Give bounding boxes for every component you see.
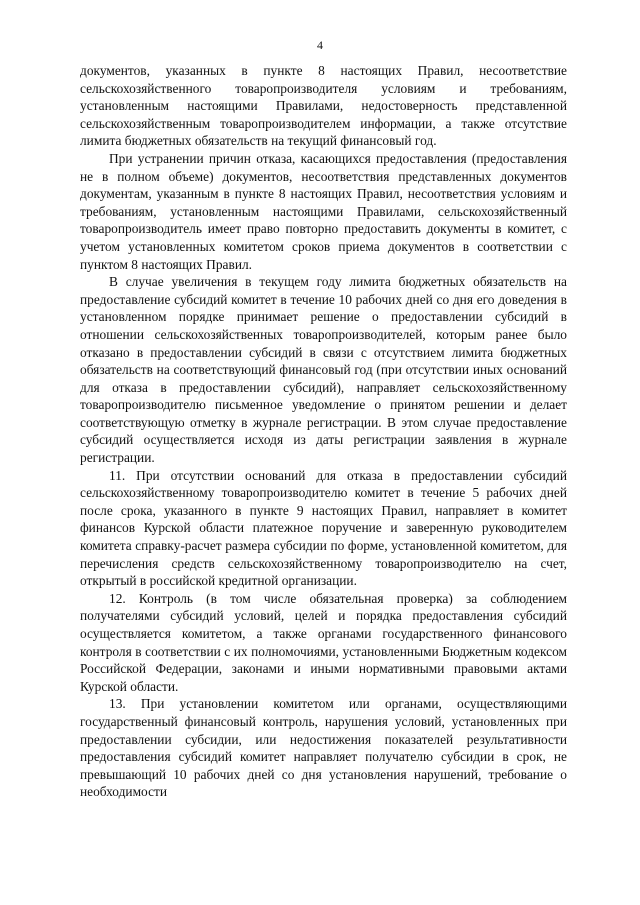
paragraph-continuation: документов, указанных в пункте 8 настоящих Правил, несоответствие сельскохозяйственного товаропроизводителя условиям и требованиям, установленным настоящими Правилами, недостоверность представленной сельскохозяйственным товаропроизводителем информации, а также отсутствие лимита бюджетных обязательств на текущий финансовый год.: [80, 63, 567, 149]
paragraph-11: 11. При отсутствии оснований для отказа в предоставлении субсидий сельскохозяйственному товаропроизводителю комитет в течение 5 рабочих дней после срока, указанного в пункте 9 настоящих Правил, направляет в комитет финансов Курской области платежное поручение и заверенную руководителем комитета справку-расчет размера субсидии по форме, установленной комитетом, для перечисления средств сельскохозяйственному товаропроизводителю на счет, открытый в российской кредитной организации.: [80, 467, 567, 589]
document-body: [80, 62, 567, 801]
paragraph-limit-increase: В случае увеличения в текущем году лимита бюджетных обязательств на предоставление субсидий комитет в течение 10 рабочих дней со дня его доведения в установленном порядке принимает решение о предоставлении субсидий в отношении сельскохозяйственных товаропроизводителей, которым ранее было отказано в предоставлении субсидий в связи с отсутствием лимита бюджетных обязательств на соответствующий финансовый год (при отсутствии иных оснований для отказа в предоставлении субсидий), направляет сельскохозяйственному товаропроизводителю письменное уведомление о принятом решении и делает соответствующую отметку в журнале регистрации. В этом случае предоставление субсидий осуществляется исходя из даты регистрации заявления в журнале регистрации.: [80, 274, 567, 466]
page-number: 4: [317, 38, 323, 52]
paragraph-13: 13. При установлении комитетом или органами, осуществляющими государственный финансовый контроль, нарушения условий, установленных при предоставлении субсидии, или недостижения показателей результативности предоставления субсидий комитет направляет получателю субсидии в срок, не превышающий 10 рабочих дней со дня установления нарушений, требование о необходимости: [80, 696, 567, 800]
paragraph-12: 12. Контроль (в том числе обязательная проверка) за соблюдением получателями субсидий условий, целей и порядка предоставления субсидий осуществляется комитетом, а также органами государственного финансового контроля в соответствии с их полномочиями, установленными Бюджетным кодексом Российской Федерации, законами и иными нормативными правовыми актами Курской области.: [80, 590, 567, 694]
paragraph-resubmission: При устранении причин отказа, касающихся предоставления (предоставления не в полном объеме) документов, несоответствия представленных документов документам, указанным в пункте 8 настоящих Правил, несоответствия условиям и требованиям, установленным настоящими Правилами, сельскохозяйственный товаропроизводитель имеет право повторно предоставить документы в комитет, с учетом установленных комитетом сроков приема документов в соответствии с пунктом 8 настоящих Правил.: [80, 150, 567, 272]
